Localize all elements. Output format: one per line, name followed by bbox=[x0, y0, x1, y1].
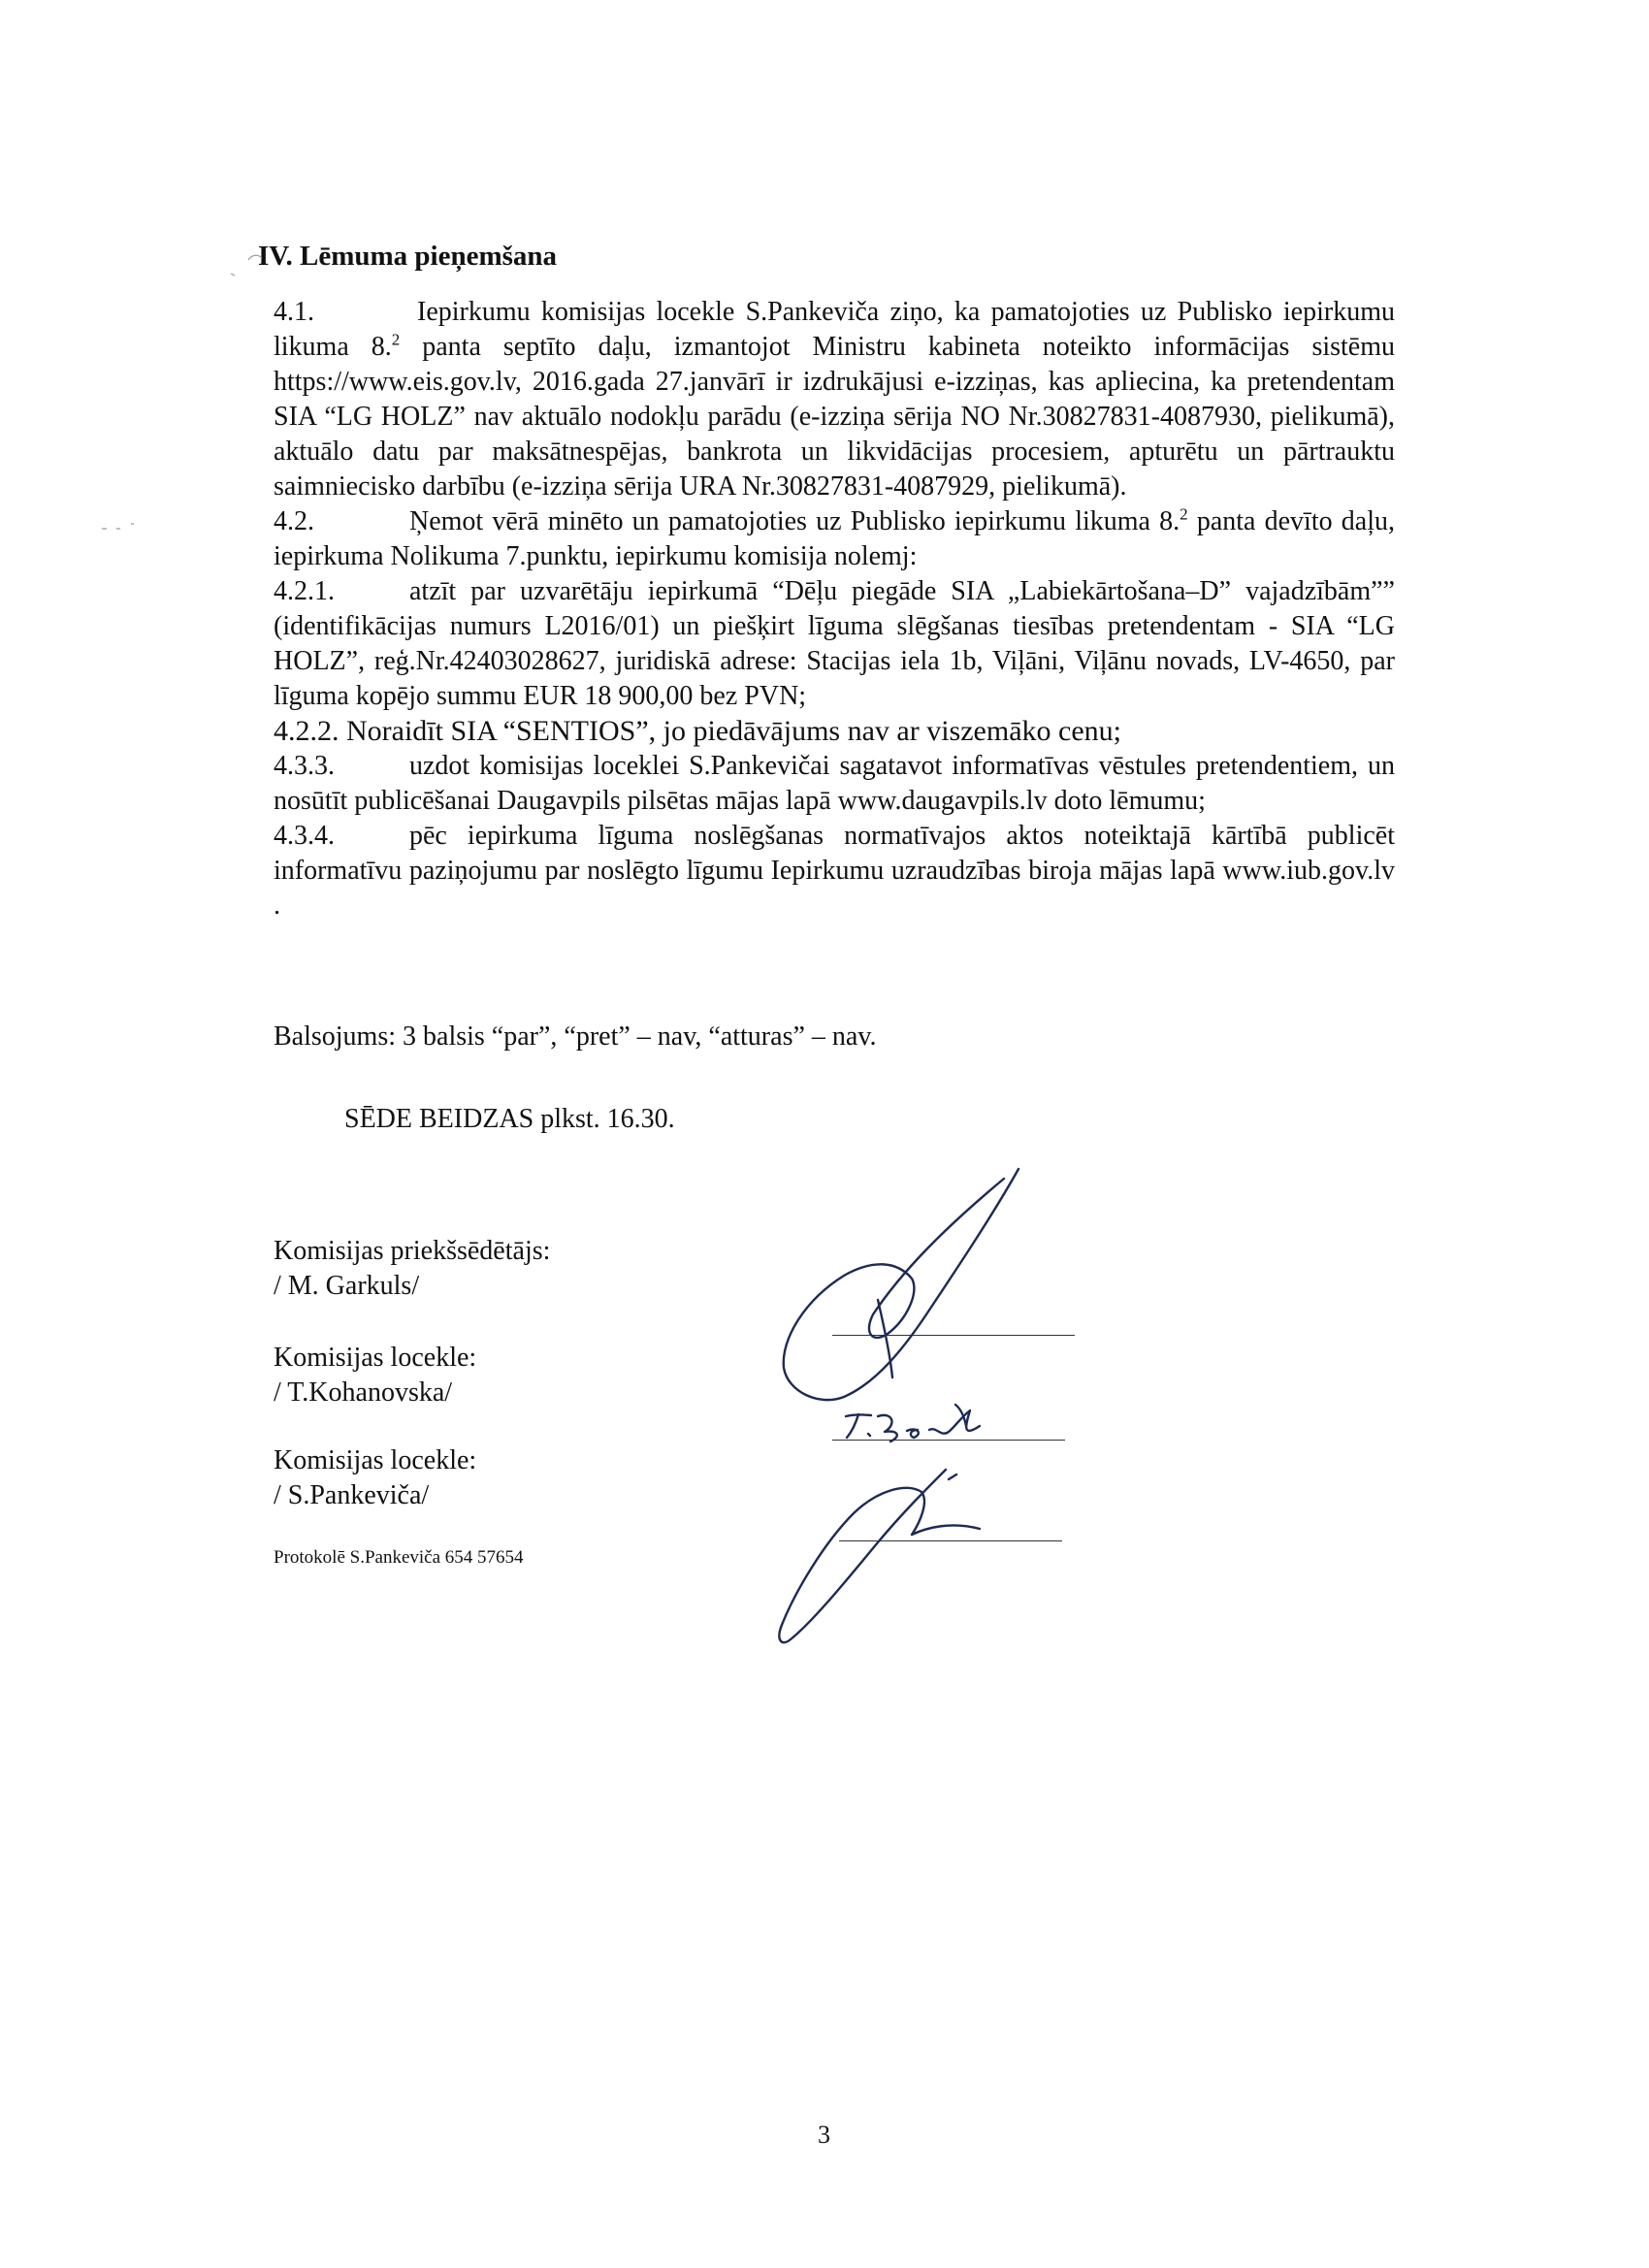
protocol-note: Protokolē S.Pankeviča 654 57654 bbox=[274, 1547, 524, 1568]
signatory-name: / T.Kohanovska/ bbox=[274, 1377, 453, 1408]
signatory-name: / S.Pankeviča/ bbox=[274, 1480, 430, 1510]
signatory-role: Komisijas priekšsēdētājs: bbox=[274, 1236, 551, 1266]
paragraph-text: panta devīto daļu, iepirkuma Nolikuma 7.punktu, iepirkumu komisija nolemj: bbox=[274, 506, 1396, 571]
paragraph-text: Ņemot vērā minēto un pamatojoties uz Publisko iepirkumu likuma 8. bbox=[409, 506, 1180, 536]
page-number: 3 bbox=[818, 2121, 830, 2149]
paragraph-text: panta septīto daļu, izmantojot Ministru kabineta noteikto informācijas sistēmu https://www.eis.gov.lv, 2016.gada 27.janvārī ir izdrukājusi e-izziņas, kas apliecina, ka pretendentam SIA “LG HOLZ” nav aktuālo nodokļu parādu (e-izziņa sērija NO Nr.30827831-4087930, pielikumā), aktuālo datu par maksātnespējas, bankrota un likvidācijas procesiem, apturētu un pārtrauktu saimniecisko darbību (e-izziņa sērija URA Nr.30827831-4087929, pielikumā). bbox=[274, 332, 1396, 502]
paragraph-number: 4.3.3. bbox=[274, 751, 335, 781]
meeting-end: SĒDE BEIDZAS plkst. 16.30. bbox=[344, 1104, 675, 1134]
paragraph-number: 4.1. bbox=[274, 297, 314, 327]
paragraph-text: uzdot komisijas loceklei S.Pankevičai sagatavot informatīvas vēstules pretendentiem, un nosūtīt publicēšanai Daugavpils pilsētas mājas lapā www.daugavpils.lv doto lēmumu; bbox=[274, 751, 1395, 816]
paragraph-text: pēc iepirkuma līguma noslēgšanas normatīvajos aktos noteiktajā kārtībā publicēt informatīvu paziņojumu par noslēgto līgumu Iepirkumu uzraudzības biroja mājas lapā www.iub.gov.lv . bbox=[274, 821, 1395, 921]
voting-result: Balsojums: 3 balsis “par”, “pret” – nav, “atturas” – nav. bbox=[274, 1021, 877, 1052]
signatory-role: Komisijas locekle: bbox=[274, 1445, 477, 1475]
section-heading: IV. Lēmuma pieņemšana bbox=[258, 241, 558, 272]
paragraph-text: atzīt par uzvarētāju iepirkumā “Dēļu piegāde SIA „Labiekārtošana–D” vajadzībām”” (identifikācijas numurs L2016/01) un piešķirt līguma slēgšanas tiesības pretendentam - SIA “LG HOLZ”, reģ.Nr.42403028627, juridiskā adrese: Stacijas iela 1b, Viļāni, Viļānu novads, LV-4650, par līguma kopējo summu EUR 18 900,00 bez PVN; bbox=[274, 576, 1395, 711]
signatory-name: / M. Garkuls/ bbox=[274, 1271, 420, 1301]
paragraph-number: 4.2.1. bbox=[274, 576, 335, 606]
scan-mark bbox=[231, 255, 262, 275]
superscript: 2 bbox=[1180, 504, 1188, 524]
paragraph-text: 4.2.2. Noraidīt SIA “SENTIOS”, jo piedāvājums nav ar viszemāko cenu; bbox=[274, 715, 1121, 747]
paragraph-number: 4.3.4. bbox=[274, 821, 335, 851]
signature-chair bbox=[784, 1169, 1018, 1400]
signatory-role: Komisijas locekle: bbox=[274, 1343, 477, 1373]
signature-member-1 bbox=[846, 1405, 980, 1442]
paragraph-text: Iepirkumu komisijas locekle S.Pankeviča ziņo, ka pamatojoties uz Publisko iepirkumu likuma 8. bbox=[274, 297, 1395, 362]
superscript: 2 bbox=[391, 330, 401, 349]
signature-member-2 bbox=[779, 1470, 980, 1642]
scan-mark bbox=[102, 524, 134, 529]
paragraph-number: 4.2. bbox=[274, 506, 314, 536]
